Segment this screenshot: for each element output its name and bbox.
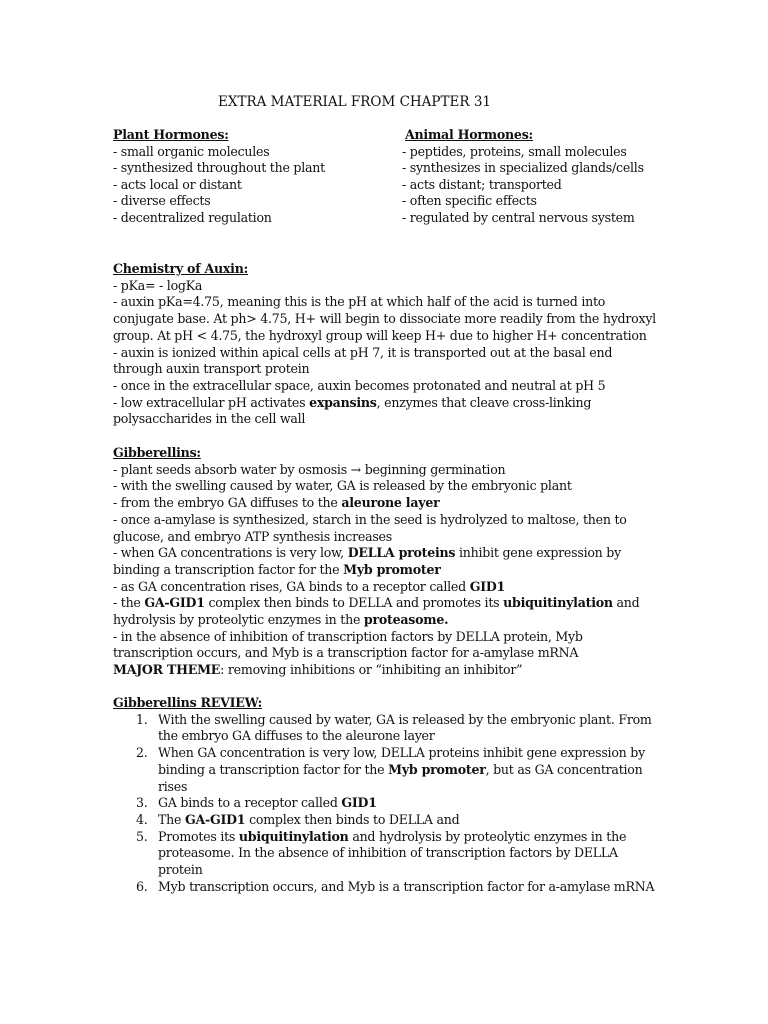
paragraph-line: - once in the extracellular space, auxin becomes protonated and neutral at pH 5	[113, 377, 606, 393]
bold-term: ubiquitinylation	[238, 828, 349, 844]
text-run: GA binds to a receptor called	[158, 795, 342, 811]
paragraph-line	[113, 395, 658, 428]
paragraph-line: - auxin pKa=4.75, meaning this is the pH at which half of the acid is turned into conjugate base. At ph> 4.75, H+ will begin to dissociate more readily from the hydroxyl group. At pH < 4.75, the hydroxyl group will keep H+ due to higher H+ concentration	[113, 294, 656, 343]
review-list	[113, 712, 658, 896]
text-run: With the swelling caused by water, GA is released by the embryonic plant. From the embryo GA diffuses to the aleurone layer	[158, 711, 652, 744]
text-run: Promotes its	[158, 828, 239, 844]
gibberellins-section	[113, 445, 658, 679]
bold-term: GID1	[469, 578, 506, 594]
paragraph-line: - plant seeds absorb water by osmosis → beginning germination	[113, 461, 506, 477]
auxin-heading: Chemistry of Auxin:	[113, 261, 249, 276]
bold-term: Myb promoter	[343, 561, 441, 577]
list-item: - decentralized regulation	[113, 209, 272, 225]
text-run: - when GA concentrations is very low,	[113, 545, 348, 561]
list-item: - acts local or distant	[113, 176, 242, 192]
paragraph-line	[113, 579, 658, 596]
list-item: - regulated by central nervous system	[402, 209, 635, 225]
list-item: - acts distant; transported	[402, 176, 562, 192]
auxin-section	[113, 261, 658, 428]
text-run: , but as GA concentration rises	[158, 761, 643, 794]
text-run: : removing inhibitions or “inhibiting an inhibitor”	[220, 662, 523, 678]
text-run: Myb transcription occurs, and Myb is a transcription factor for a-amylase mRNA	[158, 878, 655, 894]
list-item: - small organic molecules	[113, 143, 270, 159]
paragraph-line	[113, 495, 658, 512]
bold-term: Myb promoter	[388, 761, 486, 777]
paragraph-line	[113, 662, 658, 679]
list-item: - often specific effects	[402, 193, 537, 209]
animal-hormones-list	[402, 127, 644, 227]
list-number: 5.	[136, 828, 148, 844]
document-title: EXTRA MATERIAL FROM CHAPTER 31	[218, 94, 492, 110]
text-run: When GA concentration is very low, DELLA proteins inhibit gene expression by binding a transcription factor for the	[158, 745, 645, 777]
list-item	[113, 745, 658, 795]
list-item: - synthesizes in specialized glands/cells	[402, 160, 644, 176]
bold-term: aleurone layer	[341, 495, 440, 511]
bold-term: ubiquitinylation	[503, 595, 613, 611]
plant-hormones-heading: Plant Hormones:	[113, 127, 229, 142]
text-run: inhibit gene expression by binding a transcription factor for the	[113, 545, 621, 577]
bold-term: GA-GID1	[144, 595, 205, 611]
list-number: 1.	[136, 711, 148, 727]
text-run: The	[158, 811, 185, 827]
paragraph-line: - auxin is ionized within apical cells at pH 7, it is transported out at the basal end through auxin transport protein	[113, 344, 613, 377]
text-run: - from the embryo GA diffuses to the	[113, 495, 342, 511]
bold-term: DELLA proteins	[347, 545, 456, 561]
list-item: - diverse effects	[113, 193, 211, 209]
text-run: - low extracellular pH activates	[113, 394, 310, 410]
gibberellins-review-section	[113, 695, 658, 895]
list-item	[113, 879, 658, 896]
list-number: 6.	[136, 878, 148, 894]
plant-hormones-list	[113, 127, 325, 227]
paragraph-line	[113, 545, 658, 578]
bold-term: GID1	[341, 795, 377, 811]
paragraph-line: - pKa= - logKa	[113, 277, 203, 293]
list-item	[113, 795, 658, 812]
gibberellins-heading: Gibberellins:	[113, 445, 201, 460]
list-item: - peptides, proteins, small molecules	[402, 143, 627, 159]
bold-term: MAJOR THEME	[113, 662, 221, 678]
paragraph-line: - in the absence of inhibition of transcription factors by DELLA protein, Myb transcription occurs, and Myb is a transcription factor for a-amylase mRNA	[113, 628, 583, 661]
text-run: complex then binds to DELLA and promotes its	[204, 595, 504, 611]
list-item	[113, 812, 658, 829]
list-number: 4.	[136, 811, 148, 827]
review-heading: Gibberellins REVIEW:	[113, 695, 263, 710]
bold-term: proteasome.	[363, 612, 449, 628]
list-number: 3.	[136, 795, 148, 811]
bold-term: GA-GID1	[184, 811, 246, 827]
text-run: and hydrolysis by proteolytic enzymes in the proteasome. In the absence of inhibition of transcription factors by DELLA protein	[158, 828, 627, 878]
paragraph-line	[113, 595, 658, 628]
text-run: complex then binds to DELLA and	[245, 811, 460, 827]
list-number: 2.	[136, 745, 148, 761]
text-run: and hydrolysis by proteolytic enzymes in the	[113, 595, 640, 628]
list-item	[113, 712, 658, 745]
animal-hormones-heading: Animal Hormones:	[405, 127, 533, 142]
text-run: - as GA concentration rises, GA binds to a receptor called	[113, 578, 470, 594]
bold-term: expansins	[309, 394, 377, 410]
text-run: , enzymes that cleave cross-linking polysaccharides in the cell wall	[113, 394, 592, 427]
list-item: - synthesized throughout the plant	[113, 160, 325, 176]
list-item	[113, 829, 658, 879]
paragraph-line: - once a-amylase is synthesized, starch in the seed is hydrolyzed to maltose, then to glucose, and embryo ATP synthesis increases	[113, 511, 627, 544]
paragraph-line: - with the swelling caused by water, GA is released by the embryonic plant	[113, 478, 572, 494]
text-run: - the	[113, 595, 145, 611]
